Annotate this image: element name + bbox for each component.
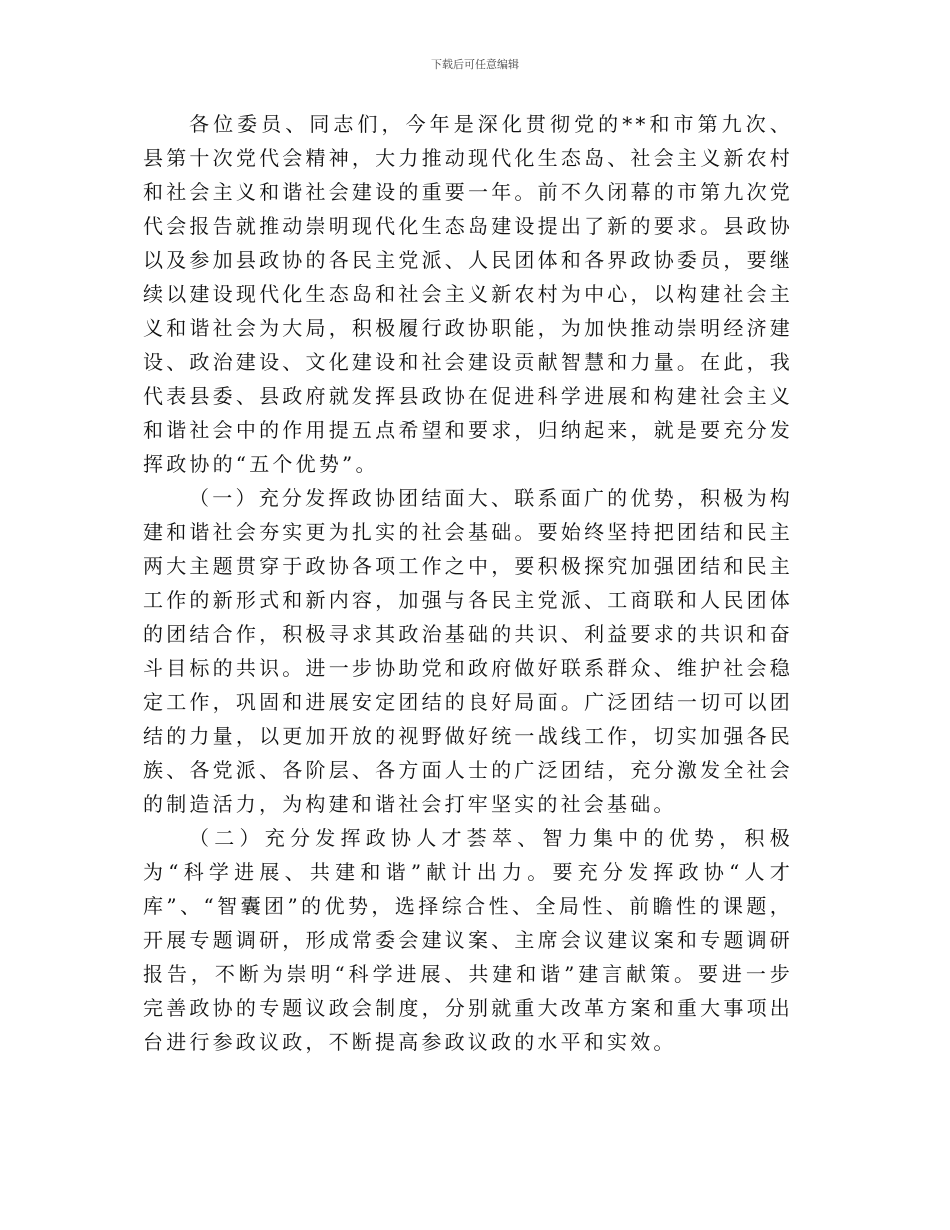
header-note: 下载后可任意编辑 — [431, 58, 519, 71]
paragraph-point-2: （二）充分发挥政协人才荟萃、智力集中的优势，积极为“科学进展、共建和谐”献计出力。要充分发挥政协“人才库”、“智囊团”的优势，选择综合性、全局性、前瞻性的课题，开展专题调研，形成常委会建议案、主席会议建议案和专题调研报告，不断为崇明“科学进展、共建和谐”建言献策。要进一步完善政协的专题议政会制度，分别就重大改革方案和重大事项出台进行参政议政，不断提高参政议政的水平和实效。 — [143, 826, 793, 1054]
document-body — [143, 107, 793, 1059]
paragraph-intro: 各位委员、同志们，今年是深化贯彻党的**和市第九次、县第十次党代会精神，大力推动现代化生态岛、社会主义新农村和社会主义和谐社会建设的重要一年。前不久闭幕的市第九次党代会报告就推动崇明现代化生态岛建设提出了新的要求。县政协以及参加县政协的各民主党派、人民团体和各界政协委员，要继续以建设现代化生态岛和社会主义新农村为中心，以构建社会主义和谐社会为大局，积极履行政协职能，为加快推动崇明经济建设、政治建设、文化建设和社会建设贡献智慧和力量。在此，我代表县委、县政府就发挥县政协在促进科学进展和构建社会主义和谐社会中的作用提五点希望和要求，归纳起来，就是要充分发挥政协的“五个优势”。 — [143, 112, 793, 476]
paragraph-point-1: （一）充分发挥政协团结面大、联系面广的优势，积极为构建和谐社会夯实更为扎实的社会基础。要始终坚持把团结和民主两大主题贯穿于政协各项工作之中，要积极探究加强团结和民主工作的新形式和新内容，加强与各民主党派、工商联和人民团体的团结合作，积极寻求其政治基础的共识、利益要求的共识和奋斗目标的共识。进一步协助党和政府做好联系群众、维护社会稳定工作，巩固和进展安定团结的良好局面。广泛团结一切可以团结的力量，以更加开放的视野做好统一战线工作，切实加强各民族、各党派、各阶层、各方面人士的广泛团结，充分激发全社会的制造活力，为构建和谐社会打牢坚实的社会基础。 — [143, 486, 793, 816]
